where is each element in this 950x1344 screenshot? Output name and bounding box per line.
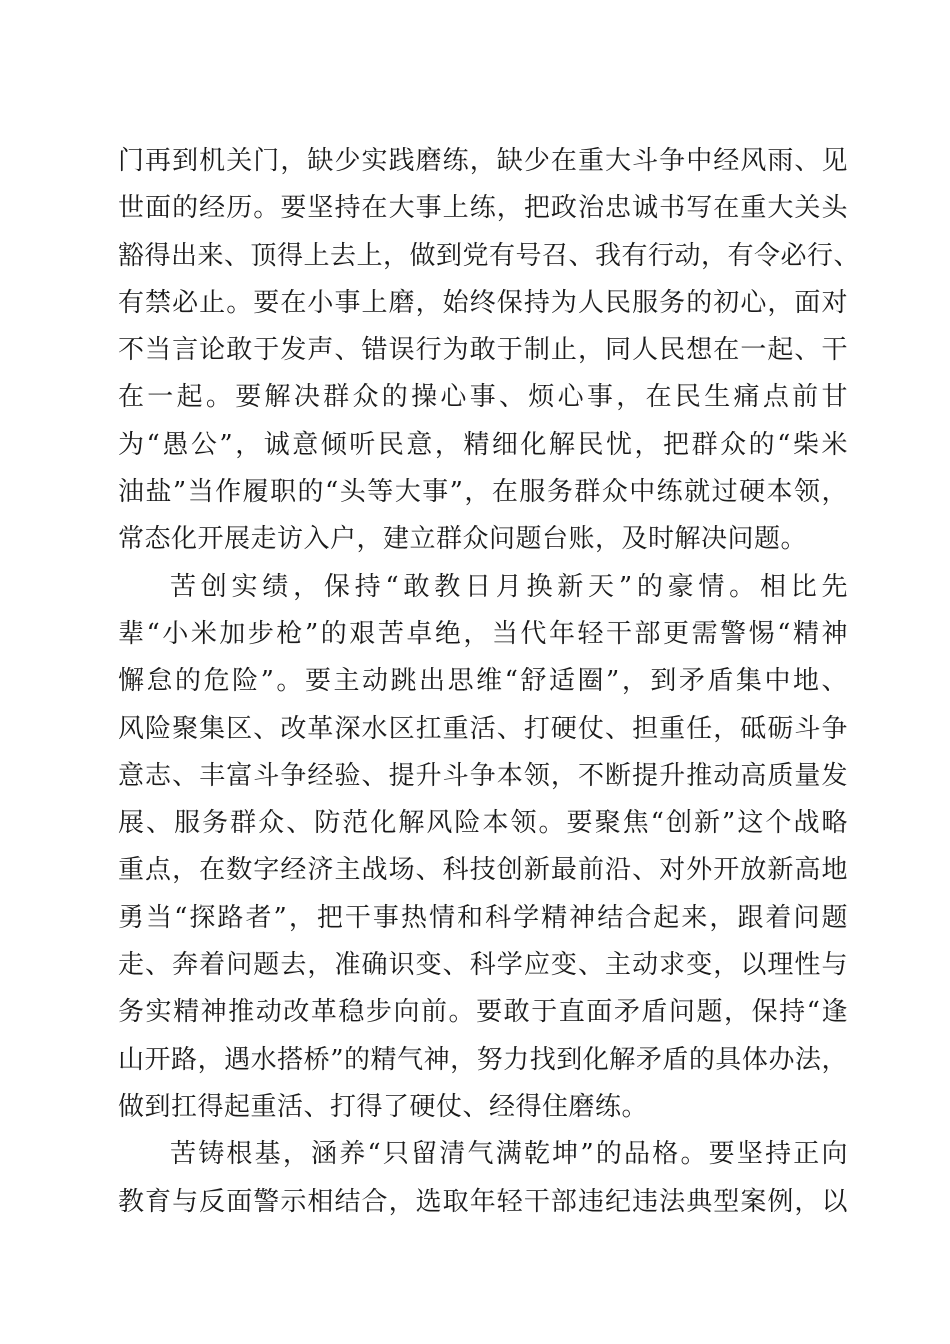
text-line: 辈“小米加步枪”的艰苦卓绝，当代年轻干部更需警惕“精神 xyxy=(118,618,848,649)
text-line: 门再到机关门，缺少实践磨练，缺少在重大斗争中经风雨、见 xyxy=(118,146,848,176)
text-line: 做到扛得起重活、打得了硬仗、经得住磨练。 xyxy=(118,1091,649,1122)
text-line: 豁得出来、顶得上去上，做到党有号召、我有行动，有令必行、 xyxy=(118,240,861,271)
text-line: 教育与反面警示相结合，选取年轻干部违纪违法典型案例，以 xyxy=(118,1186,848,1217)
text-line: 不当言论敢于发声、错误行为敢于制止，同人民想在一起、干 xyxy=(118,335,848,366)
text-line: 有禁必止。要在小事上磨，始终保持为人民服务的初心，面对 xyxy=(118,287,848,318)
paragraph-start-line: 苦铸根基，涵养“只留清气满乾坤”的品格。要坚持正向 xyxy=(170,1139,848,1170)
text-line: 山开路，遇水搭桥”的精气神，努力找到化解矛盾的具体办法， xyxy=(118,1044,848,1075)
body-text xyxy=(118,138,861,1226)
text-line: 风险聚集区、改革深水区扛重活、打硬仗、担重任，砥砺斗争 xyxy=(118,713,848,744)
paragraph-start-line: 苦创实绩，保持“敢教日月换新天”的豪情。相比先 xyxy=(170,571,848,602)
text-line: 在一起。要解决群众的操心事、烦心事，在民生痛点前甘 xyxy=(118,382,848,413)
text-line: 意志、丰富斗争经验、提升斗争本领，不断提升推动高质量发 xyxy=(118,760,848,791)
text-line: 世面的经历。要坚持在大事上练，把政治忠诚书写在重大关头 xyxy=(118,193,848,224)
text-line: 懈怠的危险”。要主动跳出思维“舒适圈”，到矛盾集中地、 xyxy=(118,666,848,697)
text-line: 为“愚公”，诚意倾听民意，精细化解民忧，把群众的“柴米 xyxy=(118,429,848,460)
text-line: 展、服务群众、防范化解风险本领。要聚焦“创新”这个战略 xyxy=(118,808,848,839)
text-line: 走、奔着问题去，准确识变、科学应变、主动求变，以理性与 xyxy=(118,950,848,981)
text-line: 油盐”当作履职的“头等大事”，在服务群众中练就过硬本领， xyxy=(118,477,848,508)
text-line: 重点，在数字经济主战场、科技创新最前沿、对外开放新高地 xyxy=(118,855,848,886)
text-line: 常态化开展走访入户，建立群众问题台账，及时解决问题。 xyxy=(118,524,808,555)
text-line: 务实精神推动改革稳步向前。要敢于直面矛盾问题，保持“逢 xyxy=(118,997,848,1028)
text-line: 勇当“探路者”，把干事热情和科学精神结合起来，跟着问题 xyxy=(118,902,848,933)
